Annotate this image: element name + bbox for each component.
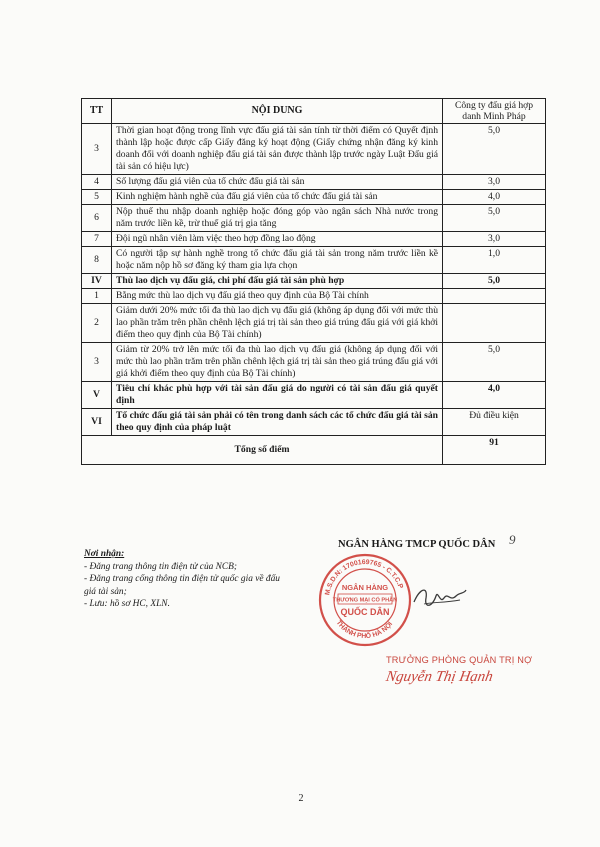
row-content: Đội ngũ nhân viên làm việc theo hợp đồng lao động xyxy=(112,232,443,247)
row-score: 5,0 xyxy=(443,124,546,175)
svg-text:NGÂN HÀNG: NGÂN HÀNG xyxy=(341,583,389,592)
table-row xyxy=(82,289,546,304)
table-row xyxy=(82,175,546,190)
row-content: Bằng mức thù lao dịch vụ đấu giá theo quy định của Bộ Tài chính xyxy=(112,289,443,304)
row-content: Tổ chức đấu giá tài sản phải có tên trong danh sách các tổ chức đấu giá tài sản theo quy định của pháp luật xyxy=(112,409,443,436)
svg-text:M.S.D.N: 1700169765 - C.T.C.P: M.S.D.N: 1700169765 - C.T.C.P xyxy=(324,558,404,596)
row-content: Tiêu chí khác phù hợp với tài sản đấu giá do người có tài sản đấu giá quyết định xyxy=(112,382,443,409)
signer-name: Nguyễn Thị Hạnh xyxy=(384,669,495,685)
table-row-section xyxy=(82,274,546,289)
row-tt: 6 xyxy=(82,205,112,232)
row-score: 4,0 xyxy=(443,190,546,205)
signer-organization: NGÂN HÀNG TMCP QUỐC DÂN xyxy=(338,539,496,550)
row-tt: 3 xyxy=(82,343,112,382)
row-tt: 3 xyxy=(82,124,112,175)
row-content: Kinh nghiệm hành nghề của đấu giá viên của tổ chức đấu giá tài sản xyxy=(112,190,443,205)
row-tt: 4 xyxy=(82,175,112,190)
table-row xyxy=(82,205,546,232)
handwritten-signature xyxy=(410,578,470,618)
row-score: 3,0 xyxy=(443,232,546,247)
row-score xyxy=(443,304,546,343)
row-tt: 5 xyxy=(82,190,112,205)
table-row-section xyxy=(82,382,546,409)
signer-title: TRƯỞNG PHÒNG QUẢN TRỊ NỢ xyxy=(386,655,533,665)
table-header-row xyxy=(82,99,546,124)
recipients-block xyxy=(84,548,294,611)
row-tt: V xyxy=(82,382,112,409)
table-row xyxy=(82,304,546,343)
row-tt: IV xyxy=(82,274,112,289)
row-content: Thù lao dịch vụ đấu giá, chi phí đấu giá tài sản phù hợp xyxy=(112,274,443,289)
header-content: NỘI DUNG xyxy=(112,99,443,124)
row-score: 4,0 xyxy=(443,382,546,409)
row-score: 3,0 xyxy=(443,175,546,190)
header-score: Công ty đấu giá hợp danh Minh Pháp xyxy=(443,99,546,124)
page-number: 2 xyxy=(298,793,304,804)
svg-text:THÀNH PHỐ HÀ NỘI: THÀNH PHỐ HÀ NỘI xyxy=(334,619,395,641)
svg-text:QUỐC DÂN: QUỐC DÂN xyxy=(340,607,390,617)
table-row xyxy=(82,124,546,175)
row-tt: 1 xyxy=(82,289,112,304)
row-score: 1,0 xyxy=(443,247,546,274)
row-tt: 2 xyxy=(82,304,112,343)
row-content: Thời gian hoạt động trong lĩnh vực đấu giá tài sản tính từ thời điểm có Quyết định thành lập hoặc được cấp Giấy đăng ký hoạt động (Giấy chứng nhận đăng ký kinh doanh đối với doanh nghiệp đấu giá tài sản được thành lập trước ngày Luật Đấu giá tài sản có hiệu lực) xyxy=(112,124,443,175)
table-row xyxy=(82,343,546,382)
table-row xyxy=(82,190,546,205)
row-score xyxy=(443,289,546,304)
row-score: 5,0 xyxy=(443,205,546,232)
row-content: Giảm từ 20% trở lên mức tối đa thù lao dịch vụ đấu giá (không áp dụng đối với mức thù lao phần trăm trên phần chênh lệch giá trị tài sản theo giá trúng đấu giá với giá khởi điểm theo quy định của Bộ Tài chính) xyxy=(112,343,443,382)
row-content: Có người tập sự hành nghề trong tổ chức đấu giá tài sản trong năm trước liền kề hoặc năm nộp hồ sơ đăng ký tham gia lựa chọn xyxy=(112,247,443,274)
recipients-heading: Nơi nhận: xyxy=(84,549,125,559)
row-content: Giảm dưới 20% mức tối đa thù lao dịch vụ đấu giá (không áp dụng đối với mức thù lao phần trăm trên phần chênh lệch giá trị tài sản theo giá trúng đấu giá với giá khởi điểm theo quy định của Bộ Tài chính) xyxy=(112,304,443,343)
recipient-item: - Đăng trang thông tin điện tử của NCB; xyxy=(84,561,238,572)
total-value: 91 xyxy=(443,436,546,465)
recipient-item: - Đăng trang cổng thông tin điện tử quốc gia về đấu giá tài sản; xyxy=(84,574,280,597)
table-body xyxy=(82,124,546,465)
table-row-section xyxy=(82,409,546,436)
row-tt: 7 xyxy=(82,232,112,247)
company-seal xyxy=(317,552,413,648)
table-total-row xyxy=(82,436,546,465)
header-tt: TT xyxy=(82,99,112,124)
row-content: Số lượng đấu giá viên của tổ chức đấu giá tài sản xyxy=(112,175,443,190)
row-content: Nộp thuế thu nhập doanh nghiệp hoặc đóng góp vào ngân sách Nhà nước trong năm trước liền kề, trừ thuế giá trị gia tăng xyxy=(112,205,443,232)
row-tt: VI xyxy=(82,409,112,436)
initial-mark xyxy=(505,530,525,550)
svg-text:9: 9 xyxy=(509,532,516,547)
scoring-table xyxy=(81,98,546,465)
row-score: Đủ điều kiện xyxy=(443,409,546,436)
total-label: Tổng số điểm xyxy=(82,436,443,465)
row-tt: 8 xyxy=(82,247,112,274)
table-row xyxy=(82,232,546,247)
recipient-item: - Lưu: hồ sơ HC, XLN. xyxy=(84,599,170,609)
row-score: 5,0 xyxy=(443,274,546,289)
row-score: 5,0 xyxy=(443,343,546,382)
svg-text:THƯƠNG MẠI CỔ PHẦN: THƯƠNG MẠI CỔ PHẦN xyxy=(332,597,398,604)
table-row xyxy=(82,247,546,274)
